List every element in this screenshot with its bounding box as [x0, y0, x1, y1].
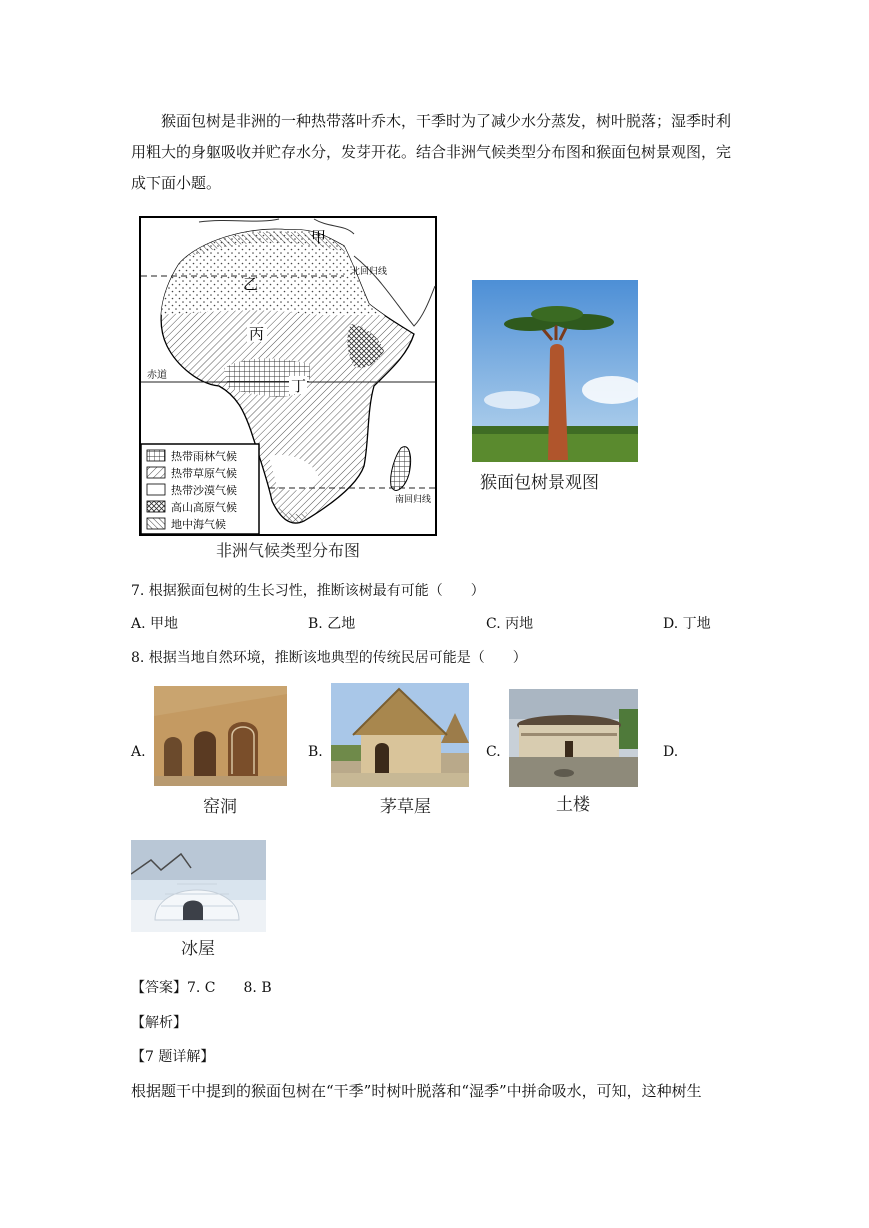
q8-caption-a: 窑洞: [203, 797, 237, 817]
tulou-photo[interactable]: [509, 689, 638, 787]
answer-line: 【答案】7. C 8. B: [131, 980, 272, 996]
label-yi: 乙: [243, 275, 259, 293]
equator-label: 赤道: [147, 370, 167, 381]
thatched-hut-photo[interactable]: [331, 683, 469, 787]
q8-option-c-letter[interactable]: C.: [486, 744, 501, 760]
map-svg: [139, 216, 437, 536]
q8-option-b-letter[interactable]: B.: [308, 744, 323, 760]
legend-item: 地中海气候: [171, 518, 226, 531]
label-jia: 甲: [311, 228, 327, 246]
map-legend: [141, 444, 259, 534]
label-ding: 丁: [291, 377, 307, 395]
intro-paragraph: 猴面包树是非洲的一种热带落叶乔木，干季时为了减少水分蒸发，树叶脱落；湿季时利用粗大的身躯吸收并贮存水分，发芽开花。结合非洲气候类型分布图和猴面包树景观图，完成下面小题。: [131, 112, 732, 192]
q7-detail-heading: 【7 题详解】: [131, 1049, 215, 1065]
baobab-photo: [472, 280, 638, 462]
q8-caption-c: 土楼: [556, 795, 590, 815]
q8-option-a-letter[interactable]: A.: [131, 744, 146, 760]
legend-item: 热带草原气候: [171, 467, 237, 480]
analysis-heading: 【解析】: [131, 1015, 187, 1031]
q8-option-d-letter[interactable]: D.: [663, 744, 679, 760]
q7-option-c[interactable]: C. 丙地: [486, 616, 534, 632]
detail-text: 根据题干中提到的猴面包树在“干季”时树叶脱落和“湿季”中拼命吸水，可知，这种树生: [131, 1082, 702, 1100]
q7-option-d[interactable]: D. 丁地: [663, 616, 711, 632]
tropic-north-label: 北回归线: [351, 267, 388, 277]
q8-caption-b: 茅草屋: [380, 797, 431, 817]
q7-option-b[interactable]: B. 乙地: [308, 616, 356, 632]
legend-item: 热带沙漠气候: [171, 484, 237, 497]
q8-stem: 8. 根据当地自然环境，推断该地典型的传统民居可能是（ ）: [131, 650, 527, 666]
legend-item: 热带雨林气候: [171, 450, 237, 463]
tropic-south-label: 南回归线: [395, 495, 432, 505]
africa-climate-map: [139, 216, 437, 536]
q7-option-a[interactable]: A. 甲地: [131, 616, 179, 632]
q8-caption-d: 冰屋: [181, 939, 215, 959]
q7-stem: 7. 根据猴面包树的生长习性，推断该树最有可能（ ）: [131, 583, 485, 599]
map-caption: 非洲气候类型分布图: [216, 541, 361, 560]
legend-item: 高山高原气候: [171, 501, 237, 514]
igloo-photo[interactable]: [131, 840, 266, 932]
cave-dwelling-photo[interactable]: [154, 686, 287, 786]
label-bing: 丙: [249, 325, 265, 343]
baobab-caption: 猴面包树景观图: [480, 473, 599, 493]
